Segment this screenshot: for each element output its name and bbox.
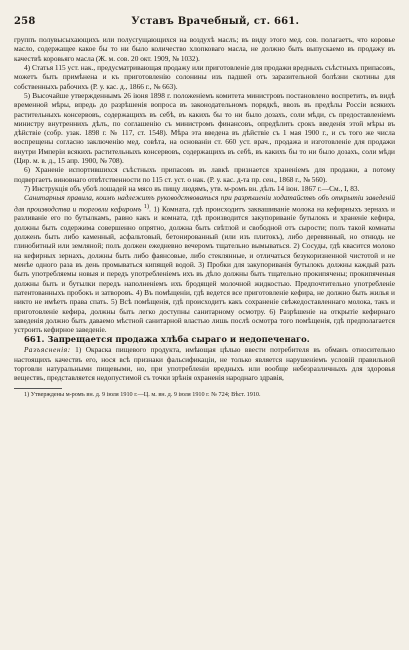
article-heading: [14, 334, 395, 345]
footnote-divider: [14, 388, 62, 389]
explanation-text: 1) Окраска пищевого продукта, имѣющая цѣлью ввести потребителя въ обманъ относительно настоящихъ качествъ его, нося всѣ признаки фальсификаціи, не только является нарушеніемъ условій правильной торговли натуральными пищевыми, но, при употребленіи вредныхъ или вообще небезразличныхъ для здоровья веществъ, представляется недопустимой съ точки зрѣнія охраненія народнаго здравія,: [14, 345, 395, 383]
footnote-marker: 1): [143, 203, 149, 210]
article-number: 661.: [24, 334, 45, 345]
page-number: 258: [14, 16, 36, 27]
running-title: Уставъ Врачебный, ст. 661.: [131, 16, 300, 27]
article-title: Запрещается продажа хлѣба сыраго и недопеченаго.: [47, 334, 310, 345]
paragraph-note-7: 7) Инструкція объ убоѣ лошадей на мясо въ пищу людямъ, утв. м-ромъ вн. дѣлъ 14 іюн. 1867 г.—См., I, 83.: [24, 184, 360, 193]
footnote: 1) Утверждены м-ромъ вн. д. 9 іюля 1910 г.—Ц. м. вн. д. 9 іюля 1910 г. № 724; Вѣст. 1910.: [24, 390, 261, 398]
sanitary-rules-text: . 1) Комната, гдѣ происходитъ заквашиваніе молока на кефирныхъ зернахъ и разливаніе его по бутылкамъ, равно какъ и комната, гдѣ производится закупориваніе бутылокъ и храненіе кефира, должны быть содержима совершенно опрятно, должна быть свѣтлой и свободной отъ сырости; полъ такой комнаты долженъ быть либо каменный, асфальтовый, бетонированный (или изъ плитокъ), либо деревянный, но отнюдь не глинобитный или земляной; полъ должен ежедневно вечеромъ тщательно вымываться. 2) Сосуды, гдѣ квасится молоко на кефирных зернахъ, должны быть либо фаянсовые, либо стеклянные, и отличаться безукоризненной чистотой и не менѣе одного раза въ день промываться кипящей водой. 3) Пробки для закупориванія бутылокъ должны каждый разъ быть употребляемы новыя и передъ употребленіемъ ихъ въ дѣло должны быть тщательно прокипячены; прокипяченыя должны быть и бутылки передъ наполненіемъ ихъ бродящей молочной жидкостью. Предпочтительно употребленіе патентованныхъ пробокъ и затворовъ. 4) Въ помѣщеніи, гдѣ ведется все приготовленіе кефира, не должно быть жилья и никто не имѣетъ права спать. 5) Всѣ помѣщенія, гдѣ происходитъ какъ сохраненіе свѣжедоставленнаго молока, такъ и приготовленіе кефира, должны быть легко доступны санитарному осмотру. 6) Разрѣшеніе на открытіе кефирнаго заведенія должно быть даваемо мѣстной санитарной властью лишь послѣ осмотра того помѣщенія, гдѣ предполагается устроить кефирное заведеніе.: [14, 204, 395, 335]
sanitary-rules-paragraph: [14, 193, 395, 334]
paragraph-continuation: группъ полувысыхающихъ или полусгущающихся на воздухѣ маслъ; въ виду этого мед. сов. полагаетъ, что коровье масло, содержащее какое бы то ни было количество хлопковаго масла, не должно быть выпускаемо въ продажу въ качествѣ коровьяго масла (Ж. м. сов. 20 окт. 1909, № 1032).: [14, 35, 395, 63]
running-header: [14, 16, 395, 32]
sanitary-rules-heading: Санитарныя правила, коимъ надлежитъ руководствоваться при разрѣшеніи ходатайствъ объ открытіи заведеній для производства и торговли кефиромъ: [14, 193, 395, 214]
explanation-paragraph: [14, 345, 395, 382]
explanation-label: Разъясненія:: [24, 345, 71, 355]
paragraph-note-4: 4) Статья 115 уст. нак., предусматривающая продажу или приготовленіе для продажи вредныхъ съѣстныхъ припасовъ, можетъ быть примѣнена и къ приготовленію солонины изъ падшей отъ заразительной болѣзни скотины для собственныхъ рабочихъ (Р. у. кас. д., 1866 г., № 663).: [14, 62, 395, 91]
paragraph-note-6: 6) Храненіе испортившихся съѣстныхъ припасовъ въ лавкѣ признается храненіемъ для продажи, а потому подвергаетъ виновнаго отвѣтственности по 115 ст. уст. о нак. (Р. у. кас. д-та пр. сен., 1868 г., № 560).: [14, 165, 395, 184]
paragraph-note-5: 5) Высочайше утвержденнымъ 26 іюня 1898 г. положеніемъ комитета министровъ постановлено воспретить, въ видѣ временной мѣры, впредь до разрѣшенія вопроса въ законодательномъ порядкѣ, ввозъ въ предѣлы Россіи всякихъ растительныхъ консервовъ, содержащихъ въ себѣ, въ какихъ бы то ни было дозахъ, соли мѣди, съ предоставленіемъ министру внутреннихъ дѣлъ, по соглашенію съ министромъ финансовъ, опредѣлить срокъ введенія этой мѣры въ дѣйствіе (собр. узак. 1898 г. № 117, ст. 1548). Мѣра эта введена въ дѣйствіе съ 1 мая 1900 г., и съ того же числа воспрещены согласно заключенію мед. совѣта, на основаніи ст. 660 уст. врач., продажа и изготовленіе для продажи внутри Имперіи всякихъ растительныхъ консервовъ, содержащихъ въ себѣ, въ какихъ бы то ни было дозахъ, соли мѣди (Цир. м. в. д., 15 апр. 1900, № 708).: [14, 90, 395, 166]
page-body: [14, 35, 395, 398]
